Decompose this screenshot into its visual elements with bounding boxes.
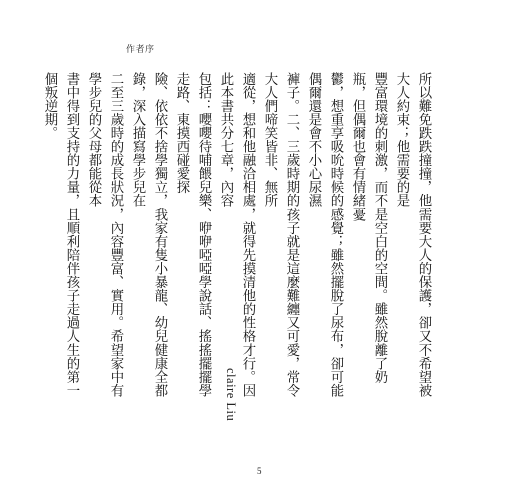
page-number: 5	[257, 466, 262, 476]
text-line: 包括：嚶嚶待哺餵兒樂、咿咿啞啞學說話、搖搖擺擺學走路、東摸西碰愛探	[174, 72, 211, 398]
text-line: 書中得到支持的力量，且順利陪伴孩子走過人生的第一個叛逆期。	[42, 72, 79, 398]
text-line: 二至三歲時的成長狀況，內容豐富、實用。希望家中有學步兒的父母都能從本	[86, 72, 123, 398]
text-line: 鬱，想重享吸吮時候的感覺；雖然擺脫了尿布，卻可能偶爾還是會不小心尿濕	[306, 72, 343, 398]
text-line: 豐富環境的刺激，而不是空白的空間。雖然脫離了奶瓶，但偶爾也會有情緒憂	[350, 72, 387, 384]
preface-body-text	[38, 72, 434, 407]
text-line: 所以難免跌跌撞撞，他需要大人的保護，卻又不希望被大人約束；他需要的是	[394, 72, 431, 398]
running-header: 作者序	[126, 45, 155, 55]
text-line: 適從，想和他融洽相處，就得先摸清他的性格才行。因此本書共分七章，內容	[218, 72, 255, 398]
text-line: 險、依依不捨學獨立，我家有隻小暴龍、幼兒健康全都錄，深入描寫學步兒在	[130, 72, 167, 398]
text-line: 褲子。二、三歲時期的孩子就是這麼難纏又可愛，常令大人們啼笑皆非、無所	[262, 72, 299, 398]
author-signature: claire Liu	[224, 368, 238, 422]
